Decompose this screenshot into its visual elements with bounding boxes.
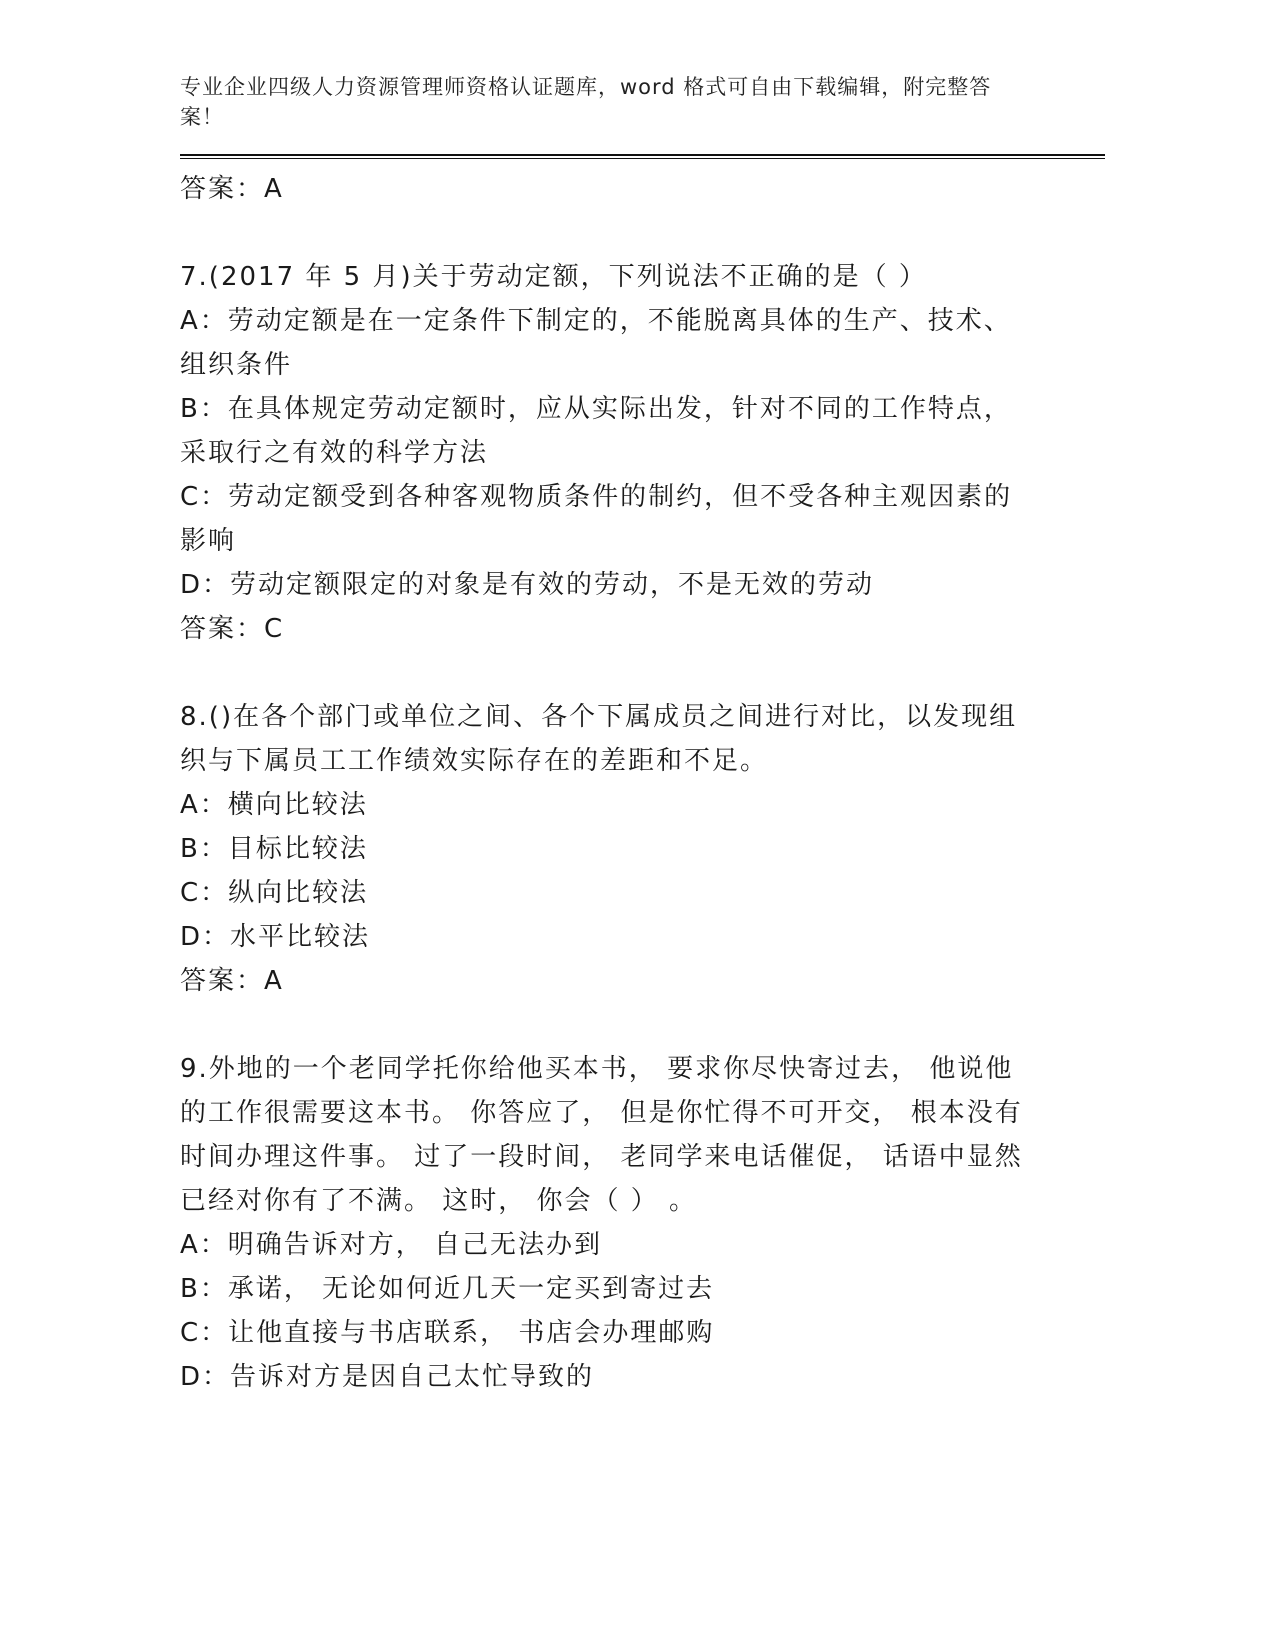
option-d: D：劳动定额限定的对象是有效的劳动，不是无效的劳动 bbox=[180, 570, 875, 600]
option-a: A：横向比较法 bbox=[180, 790, 368, 820]
option-b: B：目标比较法 bbox=[180, 834, 368, 864]
spacer bbox=[180, 211, 1105, 255]
option-c: C：纵向比较法 bbox=[180, 878, 369, 908]
spacer bbox=[180, 1003, 1105, 1047]
question-9 bbox=[180, 1047, 1105, 1399]
question-stem: 7.(2017 年 5 月)关于劳动定额，下列说法不正确的是（ ） bbox=[180, 262, 927, 292]
answer-line: 答案：A bbox=[180, 966, 284, 996]
header-divider bbox=[180, 154, 1105, 159]
page-header: 专业企业四级人力资源管理师资格认证题库，word 格式可自由下载编辑，附完整答案！ bbox=[180, 75, 992, 129]
answer-line: 答案：C bbox=[180, 614, 285, 644]
question-7 bbox=[180, 255, 1105, 651]
question-stem: 9.外地的一个老同学托你给他买本书， 要求你尽快寄过去， 他说他的工作很需要这本书。 你答应了， 但是你忙得不可开交， 根本没有时间办理这件事。 过了一段时间， 老同学来电话催促， 话语中显然已经对你有了不满。 这时， 你会（ ） 。 bbox=[180, 1054, 1023, 1216]
option-b: B：在具体规定劳动定额时，应从实际出发，针对不同的工作特点，采取行之有效的科学方法 bbox=[180, 394, 1012, 468]
document-page bbox=[180, 0, 1105, 1399]
option-b: B：承诺， 无论如何近几天一定买到寄过去 bbox=[180, 1274, 715, 1304]
answer-line: 答案：A bbox=[180, 174, 284, 204]
option-d: D：水平比较法 bbox=[180, 922, 371, 952]
option-a: A：明确告诉对方， 自己无法办到 bbox=[180, 1230, 603, 1260]
option-a: A：劳动定额是在一定条件下制定的，不能脱离具体的生产、技术、组织条件 bbox=[180, 306, 1012, 380]
option-d: D：告诉对方是因自己太忙导致的 bbox=[180, 1362, 595, 1392]
spacer bbox=[180, 651, 1105, 695]
question-8 bbox=[180, 695, 1105, 1003]
option-c: C：让他直接与书店联系， 书店会办理邮购 bbox=[180, 1318, 715, 1348]
question-stem: 8.()在各个部门或单位之间、各个下属成员之间进行对比，以发现组织与下属员工工作绩效实际存在的差距和不足。 bbox=[180, 702, 1018, 776]
document-body bbox=[180, 167, 1105, 1399]
option-c: C：劳动定额受到各种客观物质条件的制约，但不受各种主观因素的影响 bbox=[180, 482, 1013, 556]
